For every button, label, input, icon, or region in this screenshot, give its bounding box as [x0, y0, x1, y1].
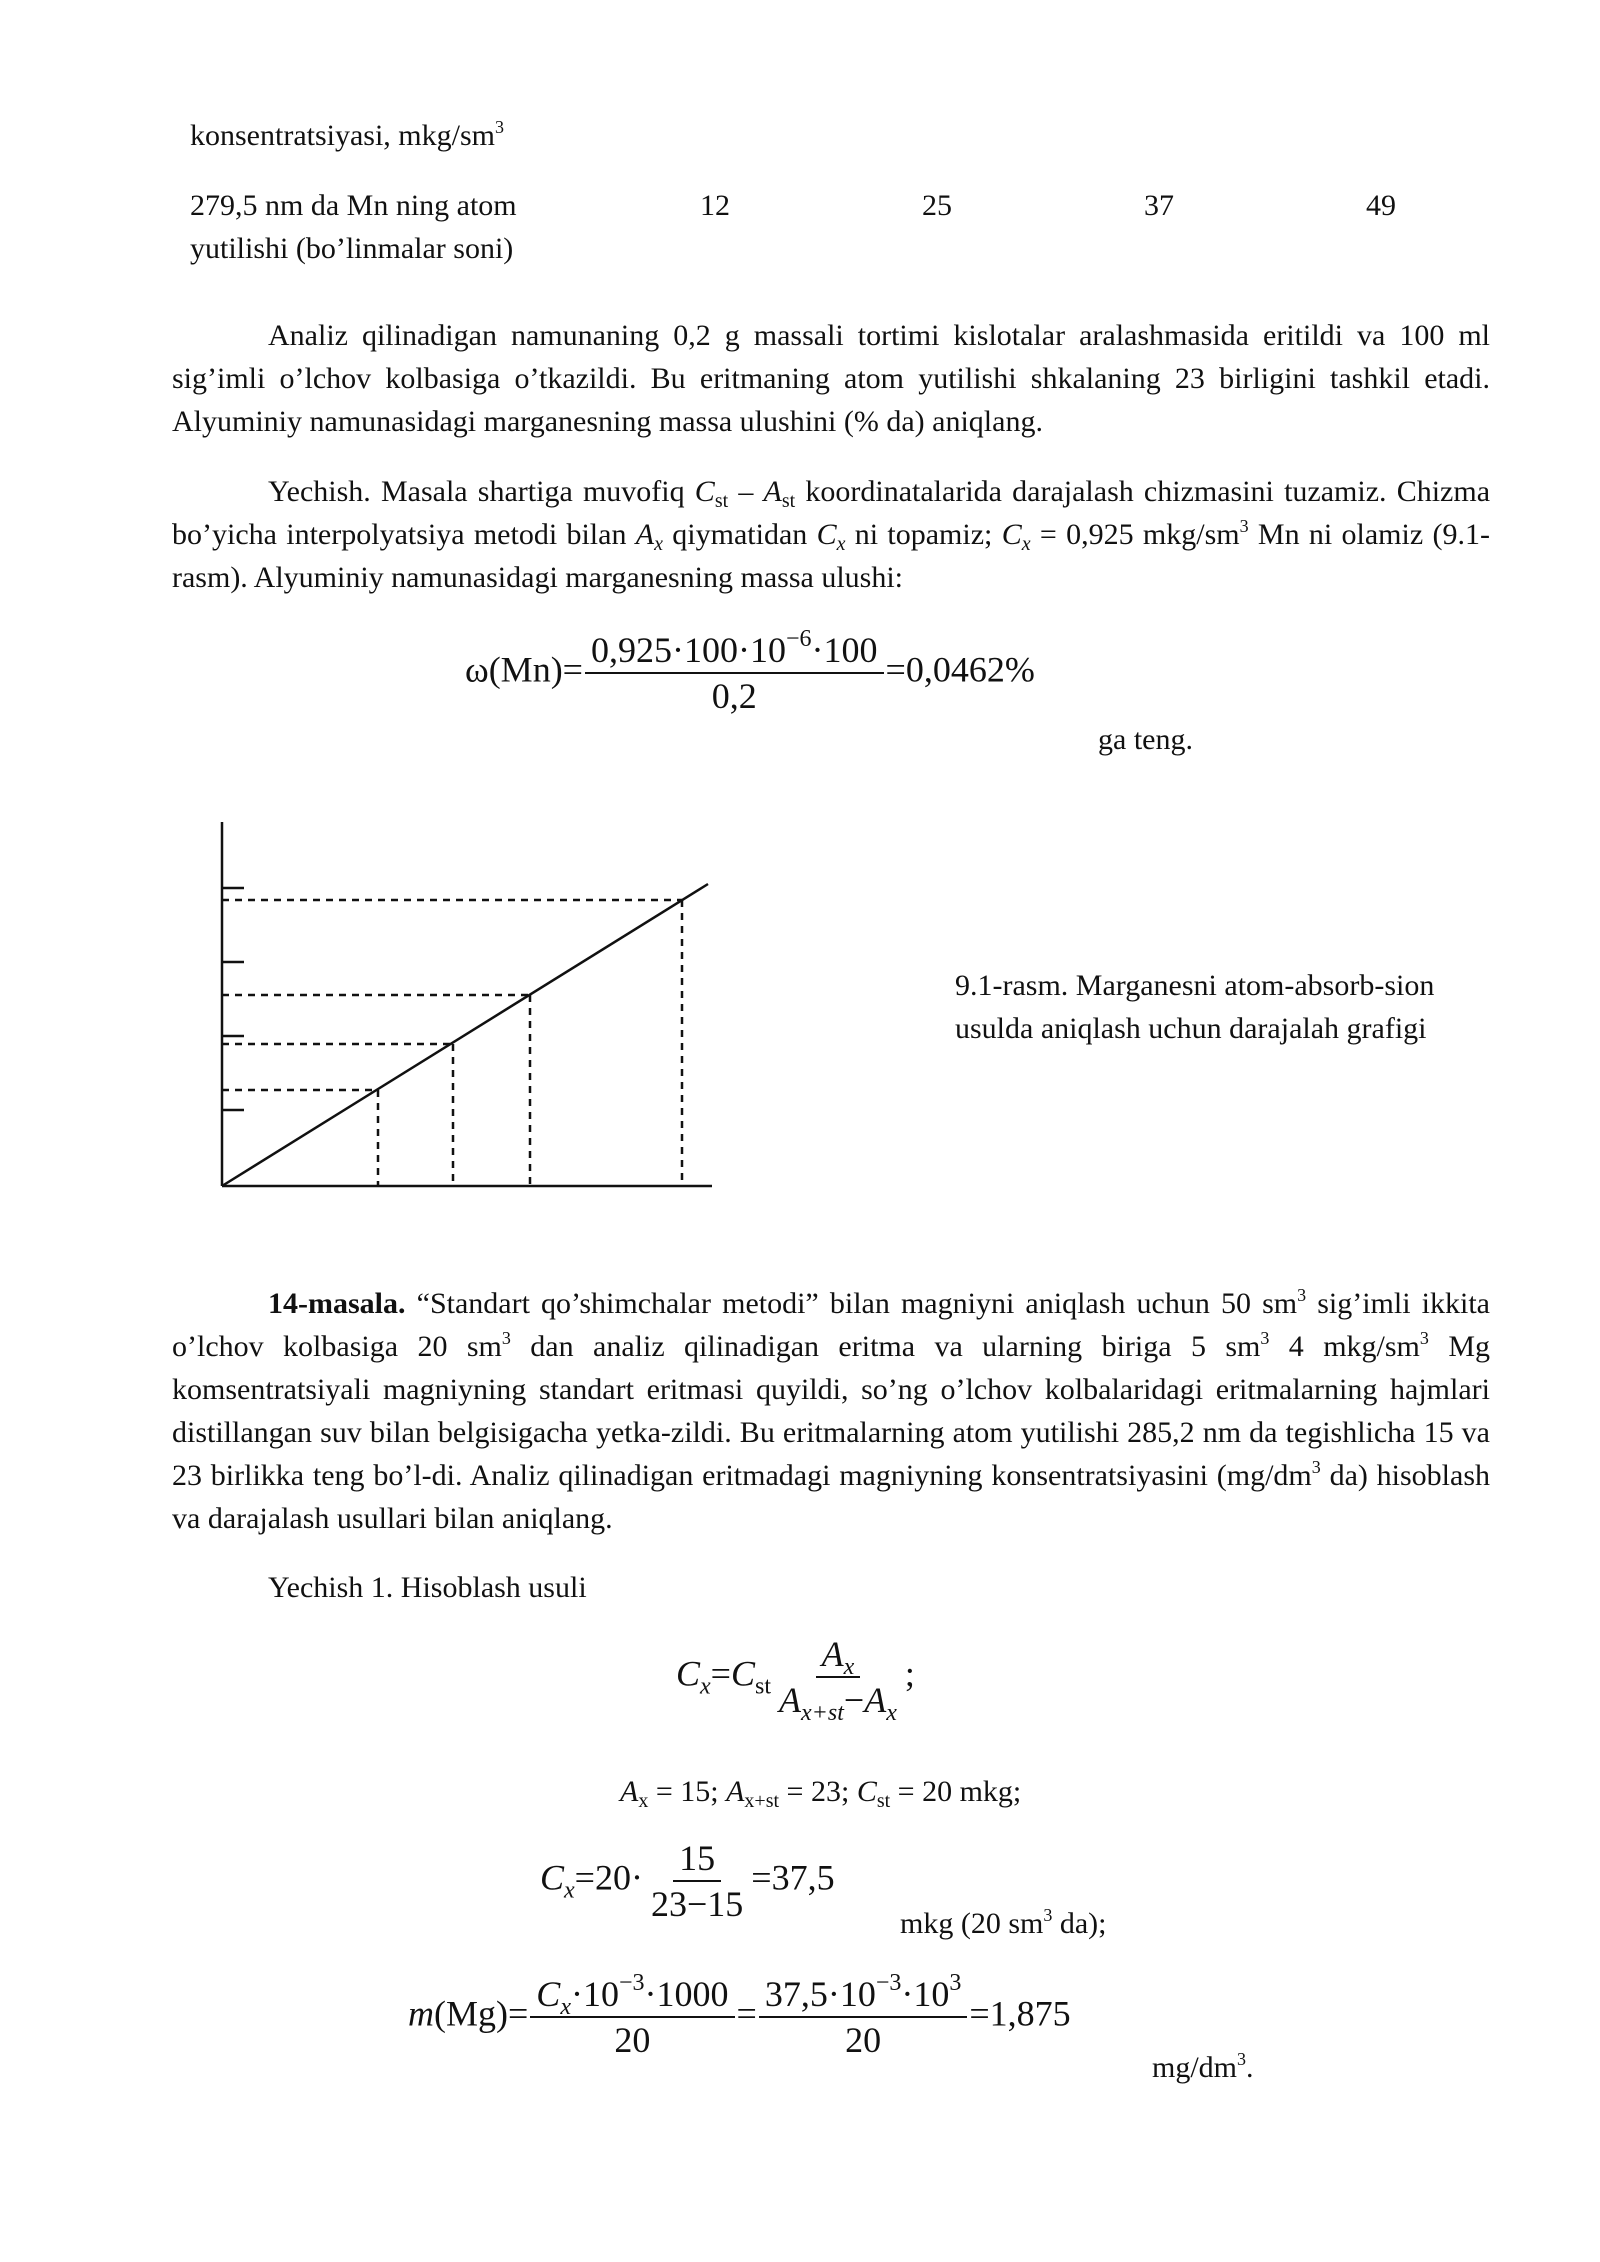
- formula-mass-mg: m(Mg)= $\frac{C_x\cdot 10^{-3}\cdot 1000}{20}$ = $\frac{37,5\cdot 10^{-3}\cdot 10^3}{20}$ =1,875: [408, 1970, 1071, 2060]
- formula-cx-unit: mkg (20 $sm^3$ da);: [900, 1905, 1107, 1940]
- formula-cx-calculation: $C_x=20\cdot$ $\frac{15}{23-15}$ =37,5: [540, 1838, 835, 1924]
- calibration-line: [222, 884, 708, 1186]
- formula-suffix: ga teng.: [1098, 723, 1193, 756]
- formula-mass-fraction: ω(Mn)= $\frac{0,925\cdot 100\cdot 10^{-6}\cdot 100}{0,2}$ =0,0462%: [465, 626, 1035, 716]
- given-values: $A_x = 15$; $A_{x+st} = 23$; $C_{st} = 20$ mkg;: [620, 1775, 1022, 1812]
- table-cell: 37: [1144, 189, 1174, 222]
- formula-mass-unit: $mg/dm^3$.: [1152, 2049, 1254, 2084]
- table-cell: 12: [700, 189, 730, 222]
- table-cell: 49: [1366, 189, 1396, 222]
- table-row-absorption-label: 279,5 nm da Mn ning atom yutilishi (bo’linmalar soni): [190, 189, 517, 265]
- solution-paragraph: Yechish. Masala shartiga muvofiq $C_{st} - A_{st}$ koordinatalarida darajalash chizmasini tuzamiz. Chizma bo’yicha interpolyatsiya metodi bilan $A_x$ qiymatidan $C_x$ ni topamiz; $C_x = 0,925$ mkg/$sm^3$ Mn ni olamiz (9.1-rasm). Alyuminiy namunasidagi marganesning massa ulushi:: [172, 475, 1491, 594]
- formula-cx-general: $C_x=C_{st}$ $\frac{A_x}{A_{x+st}-A_x}$ ;: [676, 1634, 915, 1726]
- table-row-concentration-label: konsentratsiyasi, mkg/$sm^3$: [190, 117, 504, 152]
- calibration-graph: [200, 810, 740, 1200]
- problem-paragraph: Analiz qilinadigan namunaning 0,2 g massali tortimi kislotalar aralashmasida eritildi va 100 ml sig’imli o’lchov kolbasiga o’tkazildi. Bu eritmaning atom yutilishi shkalaning 23 birligini tashkil etadi. Alyuminiy namunasidagi marganesning massa ulushini (% da) aniqlang.: [172, 319, 1490, 438]
- table-cell: 25: [922, 189, 952, 222]
- figure-caption: 9.1-rasm. Marganesni atom-absorb-sion usulda aniqlash uchun darajalah grafigi: [955, 969, 1435, 1045]
- solution-1-title: Yechish 1. Hisoblash usuli: [268, 1571, 587, 1604]
- problem-14-paragraph: 14-masala. “Standart qo’shimchalar metodi” bilan magniyni aniqlash uchun 50 $sm^3$ sig’imli ikkita o’lchov kolbasiga 20 $sm^3$ dan analiz qilinadigan eritma va ularning biriga 5 $sm^3$ 4 mkg/$sm^3$ Mg komsentratsiyali magniyning standart eritmasi quyildi, so’ng o’lchov kolbalaridagi eritmalarning hajmlari distillangan suv bilan belgisigacha yetka-zildi. Bu eritmalarning atom yutilishi 285,2 nm da tegishlicha 15 va 23 birlikka teng bo’l-di. Analiz qilinadigan eritmadagi magniyning konsentratsiyasini ($mg/dm^3$ da) hisoblash va darajalash usullari bilan aniqlang.: [172, 1285, 1491, 1535]
